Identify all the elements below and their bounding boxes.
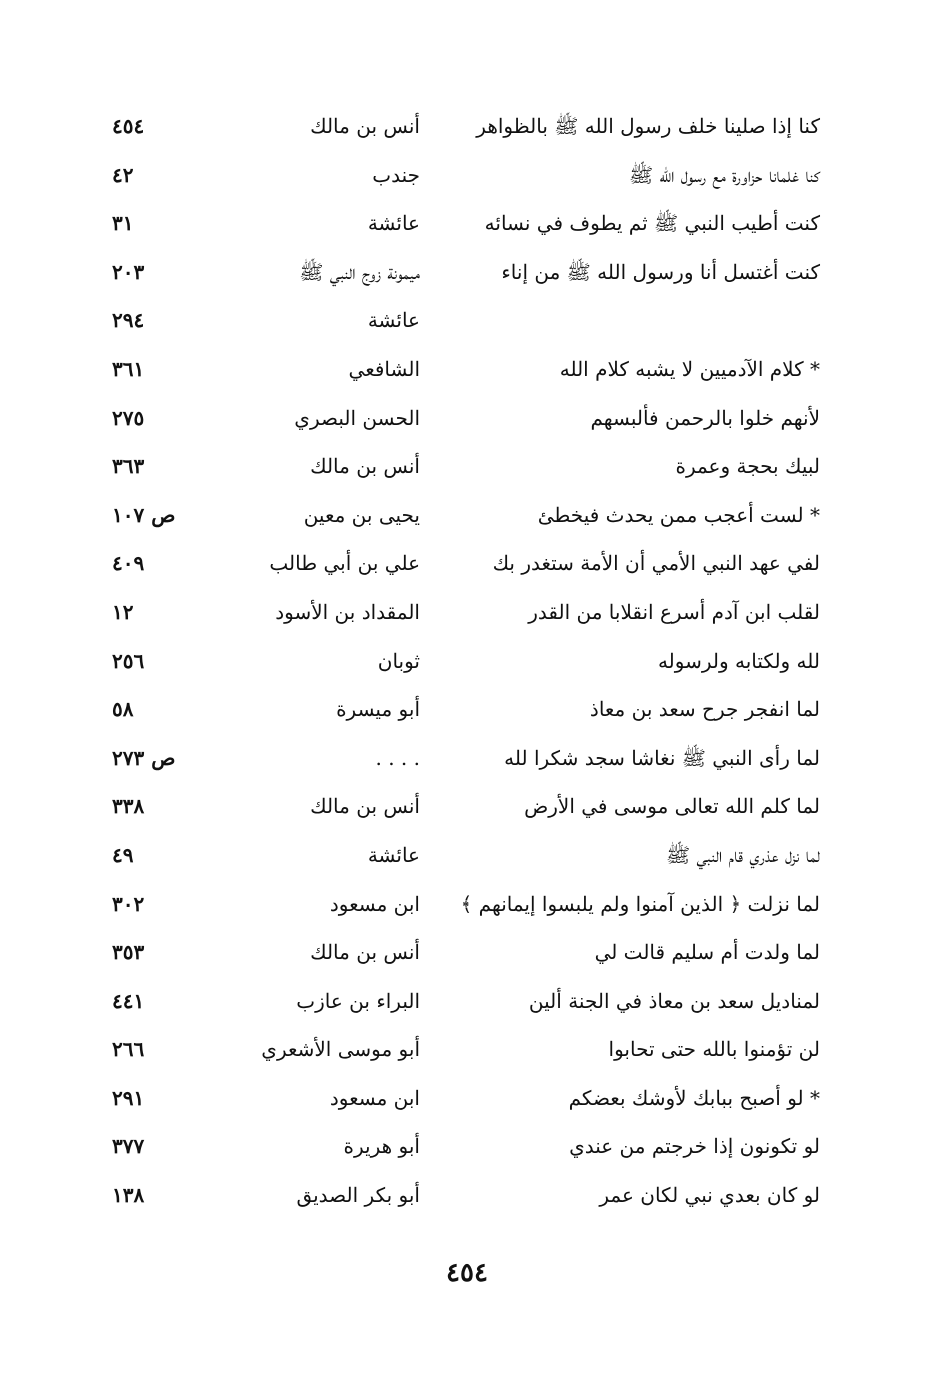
index-row bbox=[100, 832, 830, 881]
page-reference: ٣٠٢ bbox=[112, 891, 145, 916]
hadith-text: لما ولدت أم سليم قالت لي bbox=[594, 940, 820, 965]
narrator-name: علي بن أبي طالب bbox=[269, 551, 420, 576]
page-reference: ٣٦٣ bbox=[112, 454, 145, 479]
index-row bbox=[100, 540, 830, 589]
page-reference: ٢٦٦ bbox=[112, 1037, 145, 1062]
hadith-text: كنت أطيب النبي ﷺ ثم يطوف في نسائه bbox=[484, 211, 820, 236]
hadith-text: لمناديل سعد بن معاذ في الجنة ألين bbox=[528, 988, 820, 1013]
hadith-text: لبيك بحجة وعمرة bbox=[675, 454, 820, 479]
narrator-name: عائشة bbox=[367, 842, 420, 867]
page-reference: ٣٣٨ bbox=[112, 794, 145, 819]
narrator-name: عائشة bbox=[367, 308, 420, 333]
hadith-text: لفي عهد النبي الأمي أن الأمة ستغدر بك bbox=[492, 551, 820, 576]
page-reference: ٣٥٣ bbox=[112, 940, 145, 965]
index-row bbox=[100, 297, 830, 346]
index-row bbox=[100, 103, 830, 152]
page-reference: ٤٠٩ bbox=[112, 551, 145, 576]
page-reference: ص ٢٧٣ bbox=[112, 745, 176, 770]
narrator-name: أنس بن مالك bbox=[310, 114, 420, 138]
hadith-text: كنا إذا صلينا خلف رسول الله ﷺ بالظواهر bbox=[476, 114, 820, 138]
index-row bbox=[100, 686, 830, 735]
page-reference: ١٣٨ bbox=[112, 1183, 145, 1208]
index-row bbox=[100, 978, 830, 1027]
hadith-text: لأنهم خلوا بالرحمن فألبسهم bbox=[590, 405, 820, 430]
index-row bbox=[100, 929, 830, 978]
hadith-index-table bbox=[100, 103, 830, 1221]
hadith-text: كنت أغتسل أنا ورسول الله ﷺ من إناء bbox=[501, 259, 820, 284]
index-row bbox=[100, 346, 830, 395]
page-reference: ٤٤١ bbox=[112, 988, 145, 1013]
narrator-name: أبو هريرة bbox=[343, 1134, 420, 1159]
page-reference: ٣٦١ bbox=[112, 356, 145, 381]
hadith-text: لن تؤمنوا بالله حتى تحابوا bbox=[608, 1037, 820, 1062]
index-row bbox=[100, 1026, 830, 1075]
index-row bbox=[100, 249, 830, 298]
page-reference: ٣١ bbox=[112, 211, 134, 236]
narrator-name: أبو موسى الأشعري bbox=[261, 1037, 420, 1062]
index-row bbox=[100, 1075, 830, 1124]
page-reference: ٣٧٧ bbox=[112, 1134, 145, 1159]
hadith-text: * لو أصبح ببابك لأوشك بعضكم bbox=[568, 1085, 820, 1110]
narrator-name: . . . . bbox=[375, 745, 420, 770]
page-reference: ٢٩٤ bbox=[112, 308, 145, 333]
narrator-name: أبو ميسرة bbox=[336, 697, 420, 722]
hadith-text: لما كلم الله تعالى موسى في الأرض bbox=[524, 794, 820, 819]
hadith-text: لقلب ابن آدم أسرع انقلابا من القدر bbox=[528, 599, 820, 624]
hadith-text: * كلام الآدميين لا يشبه كلام الله bbox=[559, 356, 820, 381]
narrator-name: ميمونة زوج النبي ﷺ bbox=[299, 259, 420, 284]
narrator-name: أبو بكر الصديق bbox=[296, 1183, 420, 1208]
narrator-name: البراء بن عازب bbox=[296, 988, 420, 1013]
narrator-name: أنس بن مالك bbox=[310, 794, 420, 819]
hadith-text: لما نزلت ﴿ الذين آمنوا ولم يلبسوا إيمانهم ﴾ bbox=[460, 891, 820, 916]
hadith-text: لما انفجر جرح سعد بن معاذ bbox=[589, 697, 820, 722]
narrator-name: جندب bbox=[372, 162, 420, 187]
index-row bbox=[100, 443, 830, 492]
index-row bbox=[100, 638, 830, 687]
page-reference: ٢٩١ bbox=[112, 1085, 145, 1110]
index-row bbox=[100, 492, 830, 541]
hadith-text: لو تكونون إذا خرجتم من عندي bbox=[569, 1134, 820, 1159]
hadith-text: لما رأى النبي ﷺ نغاشا سجد شكرا لله bbox=[504, 745, 820, 770]
index-row bbox=[100, 1123, 830, 1172]
page-reference: ٤٥٤ bbox=[112, 114, 145, 138]
page-reference: ٥٨ bbox=[112, 697, 134, 722]
narrator-name: يحيى بن معين bbox=[303, 502, 420, 527]
hadith-text: * لست أعجب ممن يحدث فيخطئ bbox=[537, 502, 820, 527]
narrator-name: ابن مسعود bbox=[329, 891, 420, 916]
page-number: ٤٥٤ bbox=[446, 1258, 488, 1288]
index-row bbox=[100, 1172, 830, 1221]
index-row bbox=[100, 881, 830, 930]
hadith-text: لله ولكتابه ولرسوله bbox=[657, 648, 820, 673]
narrator-name: المقداد بن الأسود bbox=[275, 599, 420, 624]
index-row bbox=[100, 735, 830, 784]
narrator-name: الحسن البصري bbox=[294, 405, 420, 430]
narrator-name: الشافعي bbox=[348, 356, 420, 381]
index-row bbox=[100, 200, 830, 249]
index-row bbox=[100, 152, 830, 201]
hadith-text: لو كان بعدي نبي لكان عمر bbox=[599, 1183, 820, 1208]
page-reference: ١٢ bbox=[112, 599, 134, 624]
hadith-text: لما نزل عذري قام النبي ﷺ bbox=[665, 842, 820, 867]
index-row bbox=[100, 783, 830, 832]
page-reference: ٢٠٣ bbox=[112, 259, 145, 284]
index-row bbox=[100, 395, 830, 444]
index-row bbox=[100, 589, 830, 638]
narrator-name: ثوبان bbox=[377, 648, 420, 673]
page-reference: ٢٧٥ bbox=[112, 405, 145, 430]
hadith-text: كنا غلمانا حزاورة مع رسول الله ﷺ bbox=[628, 162, 820, 187]
page-reference: ص ١٠٧ bbox=[112, 502, 176, 527]
narrator-name: عائشة bbox=[367, 211, 420, 236]
page-reference: ٤٢ bbox=[112, 162, 134, 187]
page-reference: ٢٥٦ bbox=[112, 648, 145, 673]
page-reference: ٤٩ bbox=[112, 842, 134, 867]
narrator-name: أنس بن مالك bbox=[310, 940, 420, 965]
narrator-name: أنس بن مالك bbox=[310, 454, 420, 479]
narrator-name: ابن مسعود bbox=[329, 1085, 420, 1110]
